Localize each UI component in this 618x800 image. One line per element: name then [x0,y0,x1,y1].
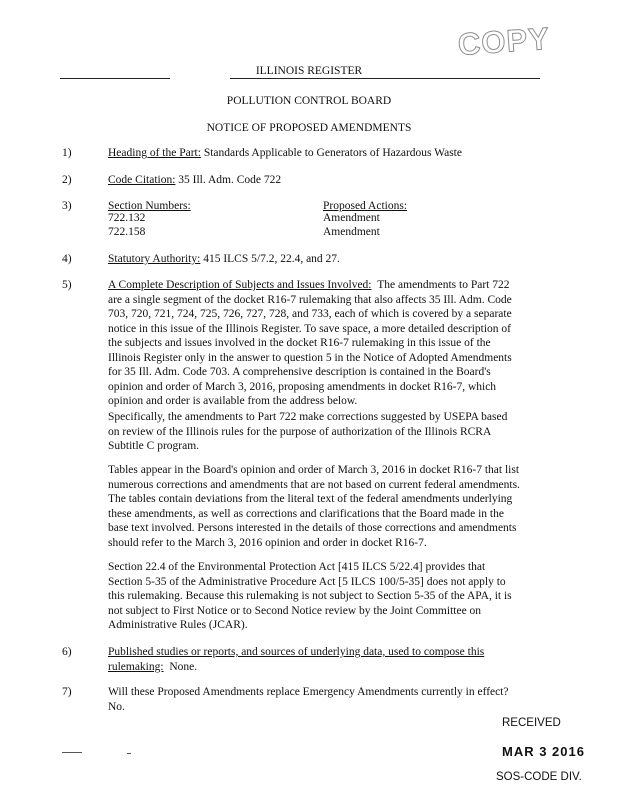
received-stamp-date: MAR 3 2016 [502,744,585,759]
item-7-answer: No. [108,700,125,713]
text-line: Tables appear in the Board's opinion and order of March 3, 2016 in docket R16-7 that list [108,464,520,476]
text-line: opinion and order is available from the address below. [108,395,358,407]
text-line: The tables contain deviations from the literal text of the federal amendments underlying [108,493,513,505]
item-7 [108,685,583,714]
item-1 [108,146,568,161]
text-line: numerous corrections and amendments that are not based on current federal amendments. [108,478,520,491]
item-2 [108,173,568,188]
text-line: are a single segment of the docket R16-7 rulemaking that also affects 35 Ill. Adm. Code [108,293,512,306]
item-1-number: 1) [62,147,72,159]
text-line: Administrative Rules (JCAR). [108,619,248,631]
text-line: base text involved. Persons interested in the details of those corrections and amendments [108,522,517,534]
item-2-label: Code Citation: [108,174,176,186]
text-line: Illinois Register only in the answer to question 5 in the Notice of Adopted Amendments [108,351,512,364]
proposed-actions-header: Proposed Actions: [323,200,408,212]
item-1-text: Standards Applicable to Generators of Hazardous Waste [203,147,462,159]
item-1-label: Heading of the Part: [108,147,201,159]
section-number: 722.132 [108,212,146,224]
text-line: notice in this issue of the Illinois Register. To save space, a more detailed description of [108,322,511,335]
item-5-paragraph-4 [108,560,583,633]
received-stamp-division: SOS-CODE DIV. [496,771,582,783]
text-line-1: The amendments to Part 722 [377,279,510,291]
text-line: 703, 720, 721, 724, 725, 726, 727, 728, and 733, each of which is covered by a separate [108,308,512,320]
text-line: on review of the Illinois rules for the purpose of authorization of the Illinois RCRA [108,425,492,438]
item-4-label: Statutory Authority: [108,253,201,265]
received-stamp-label: RECEIVED [502,717,561,729]
item-6-text: None. [169,660,198,673]
item-5-number: 5) [62,279,72,291]
item-5-paragraph-3 [108,463,583,550]
item-5-label: A Complete Description of Subjects and Issues Involved: [108,279,372,291]
rule-gap [170,78,230,80]
scan-mark [127,753,131,754]
scan-mark [62,752,82,753]
proposed-action: Amendment [323,226,380,238]
item-2-text: 35 Ill. Adm. Code 722 [178,174,282,186]
text-line: for 35 Ill. Adm. Code 703. A comprehensive description is contained in the Board's [108,366,491,378]
item-4-number: 4) [62,253,72,265]
text-line [108,278,583,293]
text-line: not subject to First Notice or to Second Notice review by the Joint Committee on [108,604,482,617]
item-5-paragraph-1 [108,278,583,409]
section-numbers-header: Section Numbers: [108,200,191,212]
text-line: the subjects and issues involved in the docket R16-7 rulemaking in this issue of the [108,337,491,349]
item-7-number: 7) [62,686,72,698]
item-3-number: 3) [62,200,72,212]
text-line: Section 5-35 of the Administrative Procedure Act [5 ILCS 100/5-35] does not apply to [108,575,506,588]
item-2-number: 2) [62,174,72,186]
item-5-paragraph-2 [108,410,583,454]
text-line: Subtitle C program. [108,440,200,452]
section-number: 722.158 [108,226,146,238]
proposed-action: Amendment [323,212,380,224]
text-line: Section 22.4 of the Environmental Protection Act [415 ILCS 5/22.4] provides that [108,561,486,573]
item-4 [108,252,568,267]
notice-title: NOTICE OF PROPOSED AMENDMENTS [206,122,412,134]
item-7-question: Will these Proposed Amendments replace Emergency Amendments currently in effect? [108,686,509,698]
board-title: POLLUTION CONTROL BOARD [226,95,392,107]
copy-stamp: COPY [456,20,551,63]
item-6-label-line-1: Published studies or reports, and sources of underlying data, used to compose this [108,646,485,658]
text-line: this rulemaking. Because this rulemaking is not subject to Section 5-35 of the APA, it is [108,590,512,602]
text-line: opinion and order of March 3, 2016, proposing amendments in docket R16-7, which [108,380,497,393]
item-4-text: 415 ILCS 5/7.2, 22.4, and 27. [203,253,340,265]
item-6-label-line-2: rulemaking: [108,660,164,673]
text-line: these amendments, as well as corrections and clarifications that the Board made in the [108,507,504,520]
header-rule [60,78,540,79]
item-6-number: 6) [62,646,72,658]
text-line: Specifically, the amendments to Part 722 make corrections suggested by USEPA based [108,411,508,423]
register-title: ILLINOIS REGISTER [255,65,363,77]
text-line: should refer to the March 3, 2016 opinion and order in docket R16-7. [108,536,427,549]
item-6 [108,645,583,674]
